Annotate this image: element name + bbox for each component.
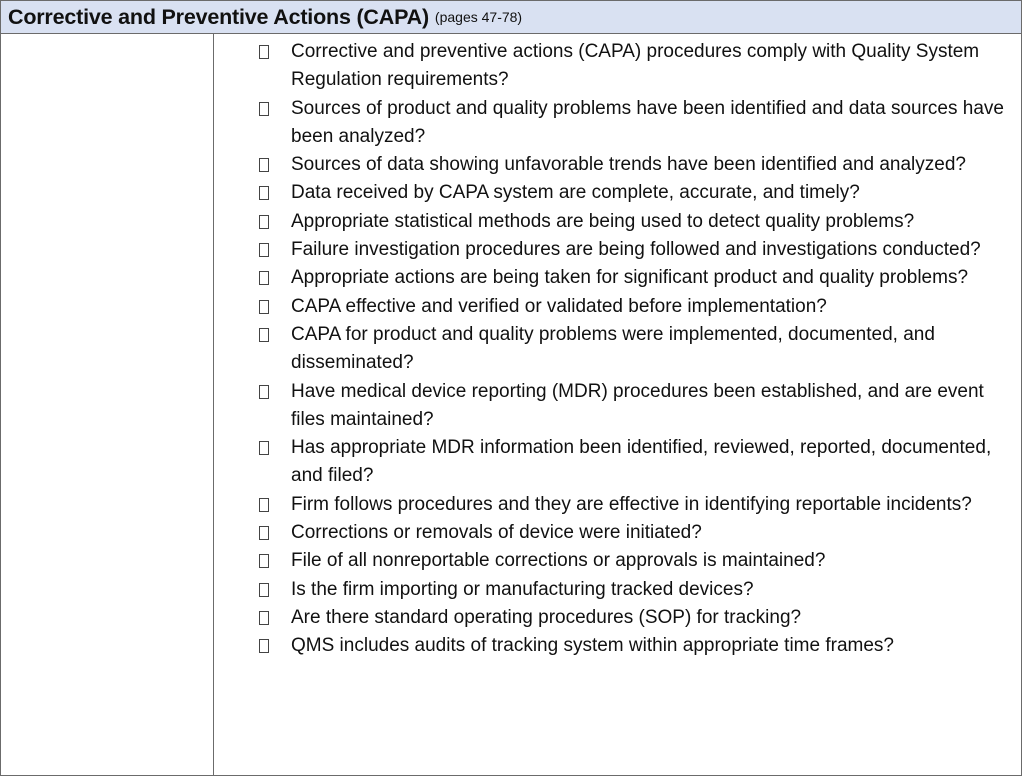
checkbox-icon[interactable]: [259, 158, 269, 172]
checklist-item: [214, 547, 1021, 575]
checklist-item-text: Sources of product and quality problems have been identified and data sources have been analyzed?: [291, 97, 1004, 147]
empty-left-column: [1, 34, 214, 775]
checkbox-icon[interactable]: [259, 328, 269, 342]
checkbox-icon[interactable]: [259, 271, 269, 285]
checklist-item: [214, 151, 1021, 179]
checkbox-icon[interactable]: [259, 611, 269, 625]
checklist-item: [214, 293, 1021, 321]
checkbox-icon[interactable]: [259, 215, 269, 229]
checklist-item: [214, 264, 1021, 292]
checklist-item-text: QMS includes audits of tracking system within appropriate time frames?: [291, 635, 894, 657]
checkbox-icon[interactable]: [259, 102, 269, 116]
checklist-item: [214, 604, 1021, 632]
checklist-item: [214, 236, 1021, 264]
checklist: [214, 38, 1021, 661]
checklist-item: [214, 321, 1021, 378]
checklist-item: [214, 38, 1021, 95]
checklist-item-text: Is the firm importing or manufacturing tracked devices?: [291, 578, 754, 600]
checklist-item: [214, 519, 1021, 547]
checkbox-icon[interactable]: [259, 498, 269, 512]
checklist-item-text: Corrective and preventive actions (CAPA) procedures comply with Quality System Regulation requirements?: [291, 41, 980, 91]
checkbox-icon[interactable]: [259, 441, 269, 455]
checkbox-icon[interactable]: [259, 554, 269, 568]
section-pages: (pages 47-78): [434, 9, 523, 25]
section-header: [1, 1, 1021, 34]
checklist-item-text: Has appropriate MDR information been identified, reviewed, reported, documented, and filed?: [291, 437, 992, 487]
checklist-item-text: Corrections or removals of device were initiated?: [291, 522, 702, 544]
checkbox-icon[interactable]: [259, 300, 269, 314]
checklist-item-text: CAPA for product and quality problems were implemented, documented, and disseminated?: [291, 323, 935, 374]
checkbox-icon[interactable]: [259, 583, 269, 597]
checklist-item: [214, 179, 1021, 207]
checklist-item: [214, 208, 1021, 236]
checklist-item-text: Are there standard operating procedures (SOP) for tracking?: [291, 606, 802, 628]
checkbox-icon[interactable]: [259, 243, 269, 257]
checklist-item: [214, 95, 1021, 152]
checklist-item: [214, 434, 1021, 491]
checklist-item-text: Sources of data showing unfavorable trends have been identified and analyzed?: [291, 154, 966, 176]
checklist-item: [214, 632, 1021, 660]
checklist-item-text: Data received by CAPA system are complete, accurate, and timely?: [291, 182, 860, 204]
section-title: Corrective and Preventive Actions (CAPA): [8, 4, 429, 29]
checklist-item-text: File of all nonreportable corrections or approvals is maintained?: [291, 550, 826, 572]
checklist-item-text: Failure investigation procedures are being followed and investigations conducted?: [291, 239, 981, 261]
checkbox-icon[interactable]: [259, 639, 269, 653]
checklist-body: [1, 34, 1021, 775]
checklist-item: [214, 378, 1021, 435]
checkbox-icon[interactable]: [259, 526, 269, 540]
checkbox-icon[interactable]: [259, 45, 269, 59]
checklist-item: [214, 576, 1021, 604]
checklist-item-text: CAPA effective and verified or validated before implementation?: [291, 295, 827, 317]
checklist-item-text: Appropriate actions are being taken for significant product and quality problems?: [291, 267, 969, 289]
checklist-item-text: Firm follows procedures and they are effective in identifying reportable incidents?: [291, 493, 972, 515]
checkbox-icon[interactable]: [259, 385, 269, 399]
checklist-item-text: Appropriate statistical methods are being used to detect quality problems?: [291, 210, 915, 232]
checklist-item: [214, 491, 1021, 519]
checkbox-icon[interactable]: [259, 186, 269, 200]
checklist-item-text: Have medical device reporting (MDR) procedures been established, and are event files maintained?: [291, 380, 984, 430]
